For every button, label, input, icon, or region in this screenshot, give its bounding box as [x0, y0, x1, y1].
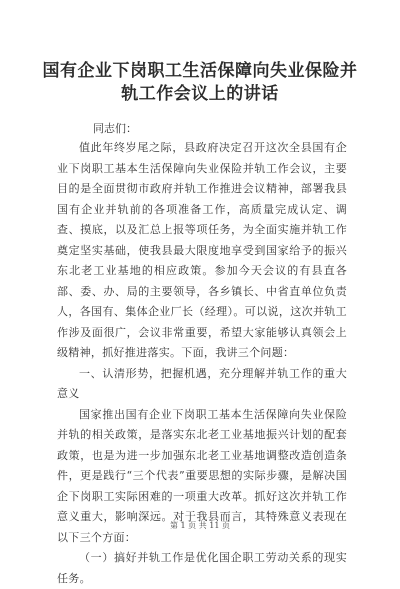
page-footer: 第 1 页 共 11 页: [170, 521, 230, 530]
salutation: 同志们：: [93, 122, 137, 135]
intro-paragraph: 值此年终岁尾之际，县政府决定召开这次全县国有企业下岗职工基本生活保障向失业保险并轨工作会议，主要目的是全面贯彻市政府并轨工作推进会议精神，部署我县国有企业并轨前的各项准备工作，高质量完成认定、调查、摸底，以及汇总上报等项任务，为全面实施并轨工作奠定坚实基础，使我县最大限度地享受到国家给予的振兴东北老工业基地的相应政策。参加今天会议的有县直各部、委、办、局的主要领导，各乡镇长、中省直单位负责人，各国有、集体企业厂长（经理）。可以说，这次并轨工作涉及面很广，会议非常重要，希望大家能够认真领会上级精神，抓好推进落实。下面，我讲三个问题：: [57, 141, 347, 359]
section-paragraph-1: 国家推出国有企业下岗职工基本生活保障向失业保险并轨的相关政策，是落实东北老工业基地振兴计划的配套政策，也是为进一步加强东北老工业基地调整改造创造条件，更是践行“三个代表”重要思想的实际步骤，是解决国企下岗职工实际困难的一项重大改革。抓好这次并轨工作意义重大，影响深远。对于我县而言，其特殊意义表现在以下三个方面：: [57, 407, 347, 544]
section-heading-1: 一、认清形势，把握机遇，充分理解并轨工作的重大意义: [57, 366, 347, 400]
subsection-heading-1: （一）搞好并轨工作是优化国企职工劳动关系的现实任务。: [57, 551, 347, 585]
document-title: 国有企业下岗职工生活保障向失业保险并轨工作会议上的讲话: [42, 61, 358, 104]
